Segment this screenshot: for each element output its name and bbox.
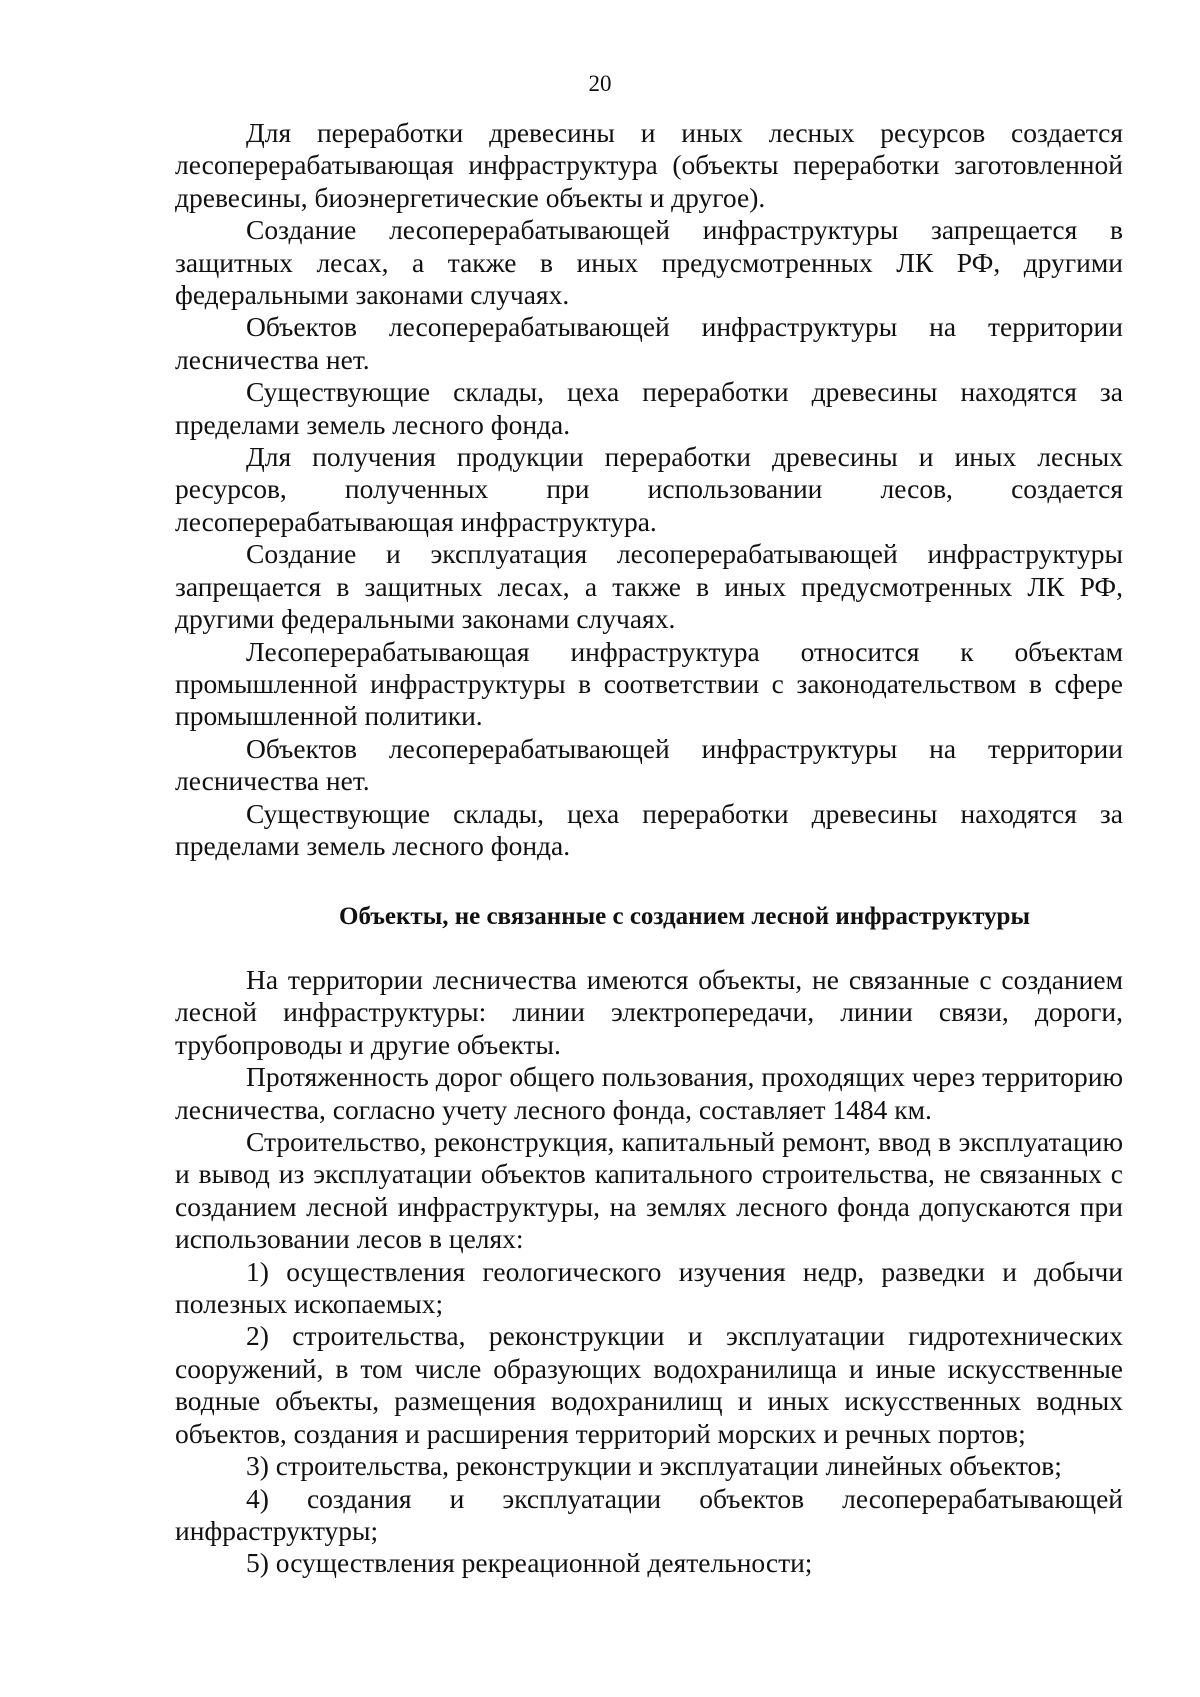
paragraph: На территории лесничества имеются объекты, не связанные с созданием лесной инфраструктуры: линии электропередачи, линии связи, дороги, трубопроводы и другие объекты. — [175, 964, 1123, 1060]
paragraph: Строительство, реконструкция, капитальный ремонт, ввод в эксплуатацию и вывод из эксплуатации объектов капитального строительства, не связанных с созданием лесной инфраструктуры, на землях лесного фонда допускаются при использовании лесов в целях: — [175, 1126, 1123, 1255]
non-infrastructure-objects-section — [175, 964, 1123, 1580]
paragraph: Создание лесоперерабатывающей инфраструктуры запрещается в защитных лесах, а также в иных предусмотренных ЛК РФ, другими федеральными законами случаях. — [175, 214, 1123, 311]
list-item: 3) строительства, реконструкции и эксплуатации линейных объектов; — [246, 1450, 1062, 1482]
lesopererabotka-section — [175, 117, 1123, 862]
paragraph: Для переработки древесины и иных лесных ресурсов создается лесоперерабатывающая инфраструктура (объекты переработки заготовленной древесины, биоэнергетические объекты и другое). — [175, 117, 1123, 213]
list-item: 5) осуществления рекреационной деятельности; — [246, 1547, 813, 1579]
list-item: 4) создания и эксплуатации объектов лесоперерабатывающей инфраструктуры; — [175, 1482, 1123, 1546]
section-heading: Объекты, не связанные с созданием лесной инфраструктуры — [339, 903, 1030, 930]
paragraph: Объектов лесоперерабатывающей инфраструктуры на территории лесничества нет. — [175, 311, 1123, 375]
list-item: 1) осуществления геологического изучения недр, разведки и добычи полезных ископаемых; — [175, 1255, 1123, 1320]
paragraph: Лесоперерабатывающая инфраструктура относится к объектам промышленной инфраструктуры в соответствии с законодательством в сфере промышленной политики. — [175, 635, 1123, 732]
paragraph: Для получения продукции переработки древесины и иных лесных ресурсов, полученных при использовании лесов, создается лесоперерабатывающая инфраструктура. — [175, 441, 1123, 537]
paragraph: Объектов лесоперерабатывающей инфраструктуры на территории лесничества нет. — [175, 732, 1123, 797]
page-number: 20 — [588, 71, 612, 96]
paragraph: Существующие склады, цеха переработки древесины находятся за пределами земель лесного фонда. — [175, 376, 1123, 440]
list-item: 2) строительства, реконструкции и эксплуатации гидротехнических сооружений, в том числе образующих водохранилища и иные искусственные водные объекты, размещения водохранилищ и иных искусственных водных объектов, создания и расширения территорий морских и речных портов; — [175, 1320, 1123, 1449]
paragraph: Протяженность дорог общего пользования, проходящих через территорию лесничества, согласно учету лесного фонда, составляет 1484 км. — [175, 1061, 1123, 1125]
paragraph: Создание и эксплуатация лесоперерабатывающей инфраструктуры запрещается в защитных лесах, а также в иных предусмотренных ЛК РФ, другими федеральными законами случаях. — [175, 538, 1123, 635]
paragraph: Существующие склады, цеха переработки древесины находятся за пределами земель лесного фонда. — [175, 797, 1123, 861]
